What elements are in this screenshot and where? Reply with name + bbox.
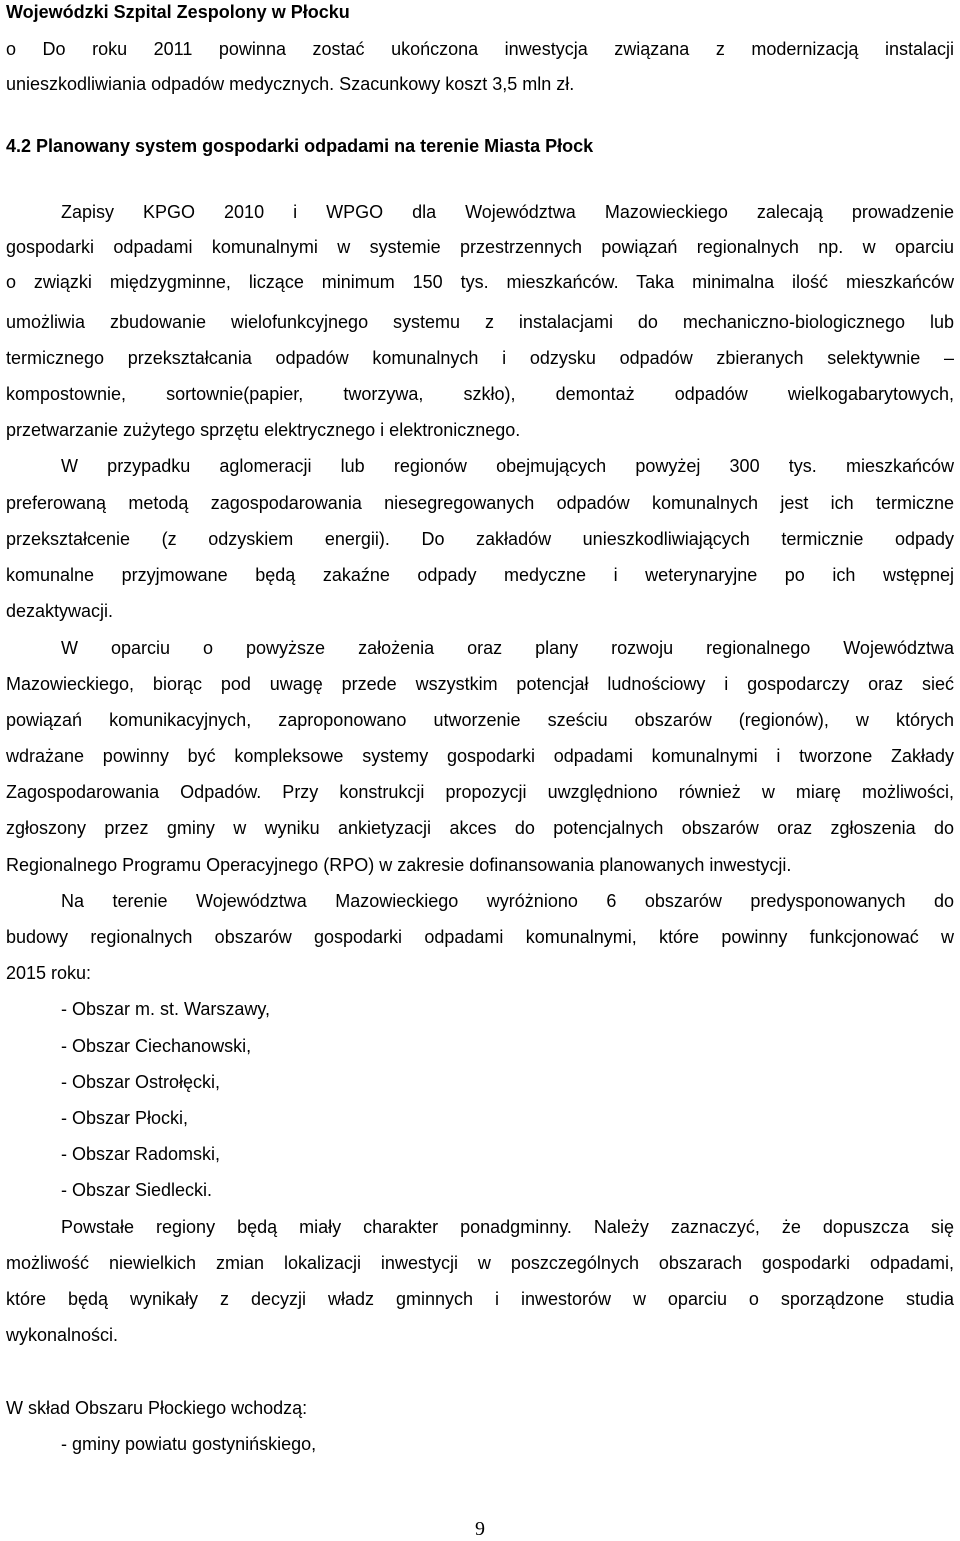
paragraph-line: dezaktywacji. xyxy=(6,601,114,621)
paragraph-line: Mazowieckiego, biorąc pod uwagę przede wszystkim potencjał ludnościowy i gospodarczy oraz sieć xyxy=(6,674,954,694)
paragraph-line: umożliwia zbudowanie wielofunkcyjnego systemu z instalacjami do mechaniczno-biologicznego lub xyxy=(6,312,954,332)
paragraph-line: W skład Obszaru Płockiego wchodzą: xyxy=(6,1398,308,1418)
paragraph-line: o Do roku 2011 powinna zostać ukończona inwestycja związana z modernizacją instalacji xyxy=(6,39,954,59)
paragraph-line: Na terenie Województwa Mazowieckiego wyróżniono 6 obszarów predysponowanych do xyxy=(61,891,954,911)
paragraph-line: komunalne przyjmowane będą zakaźne odpady medyczne i weterynaryjne po ich wstępnej xyxy=(6,565,954,585)
paragraph-line: budowy regionalnych obszarów gospodarki odpadami komunalnymi, które powinny funkcjonować w xyxy=(6,927,954,947)
subsection-heading: 4.2 Planowany system gospodarki odpadami na terenie Miasta Płock xyxy=(6,136,594,156)
paragraph-line: Zapisy KPGO 2010 i WPGO dla Województwa Mazowieckiego zalecają prowadzenie xyxy=(61,202,954,222)
list-item: - Obszar Ostrołęcki, xyxy=(61,1072,221,1092)
paragraph-line: kompostownie, sortownie(papier, tworzywa, szkło), demontaż odpadów wielkogabarytowych, xyxy=(6,384,954,404)
list-item: - Obszar Płocki, xyxy=(61,1108,189,1128)
paragraph-line: możliwość niewielkich zmian lokalizacji inwestycji w poszczególnych obszarach gospodarki odpadami, xyxy=(6,1253,954,1273)
paragraph-line: Regionalnego Programu Operacyjnego (RPO) w zakresie dofinansowania planowanych inwestycji. xyxy=(6,855,792,875)
paragraph-line: przekształcenie (z odzyskiem energii). Do zakładów unieszkodliwiających termicznie odpady xyxy=(6,529,954,549)
list-item: - Obszar Ciechanowski, xyxy=(61,1036,252,1056)
paragraph-line: W oparciu o powyższe założenia oraz plany rozwoju regionalnego Województwa xyxy=(61,638,954,658)
paragraph-line: wdrażane powinny być kompleksowe systemy gospodarki odpadami komunalnymi i tworzone Zakłady xyxy=(6,746,954,766)
page-number: 9 xyxy=(475,1518,485,1540)
paragraph-line: które będą wynikały z decyzji władz gminnych i inwestorów w oparciu o sporządzone studia xyxy=(6,1289,954,1309)
paragraph-line: gospodarki odpadami komunalnymi w systemie przestrzennych powiązań regionalnych np. w oparciu xyxy=(6,237,954,257)
paragraph-line: preferowaną metodą zagospodarowania niesegregowanych odpadów komunalnych jest ich termiczne xyxy=(6,493,954,513)
paragraph-line: o związki międzygminne, liczące minimum 150 tys. mieszkańców. Taka minimalna ilość mieszkańców xyxy=(6,272,954,292)
section-heading: Wojewódzki Szpital Zespolony w Płocku xyxy=(6,2,350,22)
list-item: - Obszar Radomski, xyxy=(61,1144,221,1164)
paragraph-line: wykonalności. xyxy=(6,1325,119,1345)
paragraph-line: przetwarzanie zużytego sprzętu elektrycznego i elektronicznego. xyxy=(6,420,521,440)
list-item: - Obszar Siedlecki. xyxy=(61,1180,213,1200)
paragraph-line: 2015 roku: xyxy=(6,963,92,983)
paragraph-line: powiązań komunikacyjnych, zaproponowano utworzenie sześciu obszarów (regionów), w których xyxy=(6,710,954,730)
paragraph-line: W przypadku aglomeracji lub regionów obejmujących powyżej 300 tys. mieszkańców xyxy=(61,456,954,476)
paragraph-line: zgłoszony przez gminy w wyniku ankietyzacji akces do potencjalnych obszarów oraz zgłoszenia do xyxy=(6,818,954,838)
list-item: - Obszar m. st. Warszawy, xyxy=(61,999,271,1019)
paragraph-line: Powstałe regiony będą miały charakter ponadgminny. Należy zaznaczyć, że dopuszcza się xyxy=(61,1217,954,1237)
paragraph-line: unieszkodliwiania odpadów medycznych. Szacunkowy koszt 3,5 mln zł. xyxy=(6,74,575,94)
paragraph-line: Zagospodarowania Odpadów. Przy konstrukcji propozycji uwzględniono również w miarę możliwości, xyxy=(6,782,954,802)
paragraph-line: termicznego przekształcania odpadów komunalnych i odzysku odpadów zbieranych selektywnie – xyxy=(6,348,954,368)
list-item: - gminy powiatu gostynińskiego, xyxy=(61,1434,317,1454)
